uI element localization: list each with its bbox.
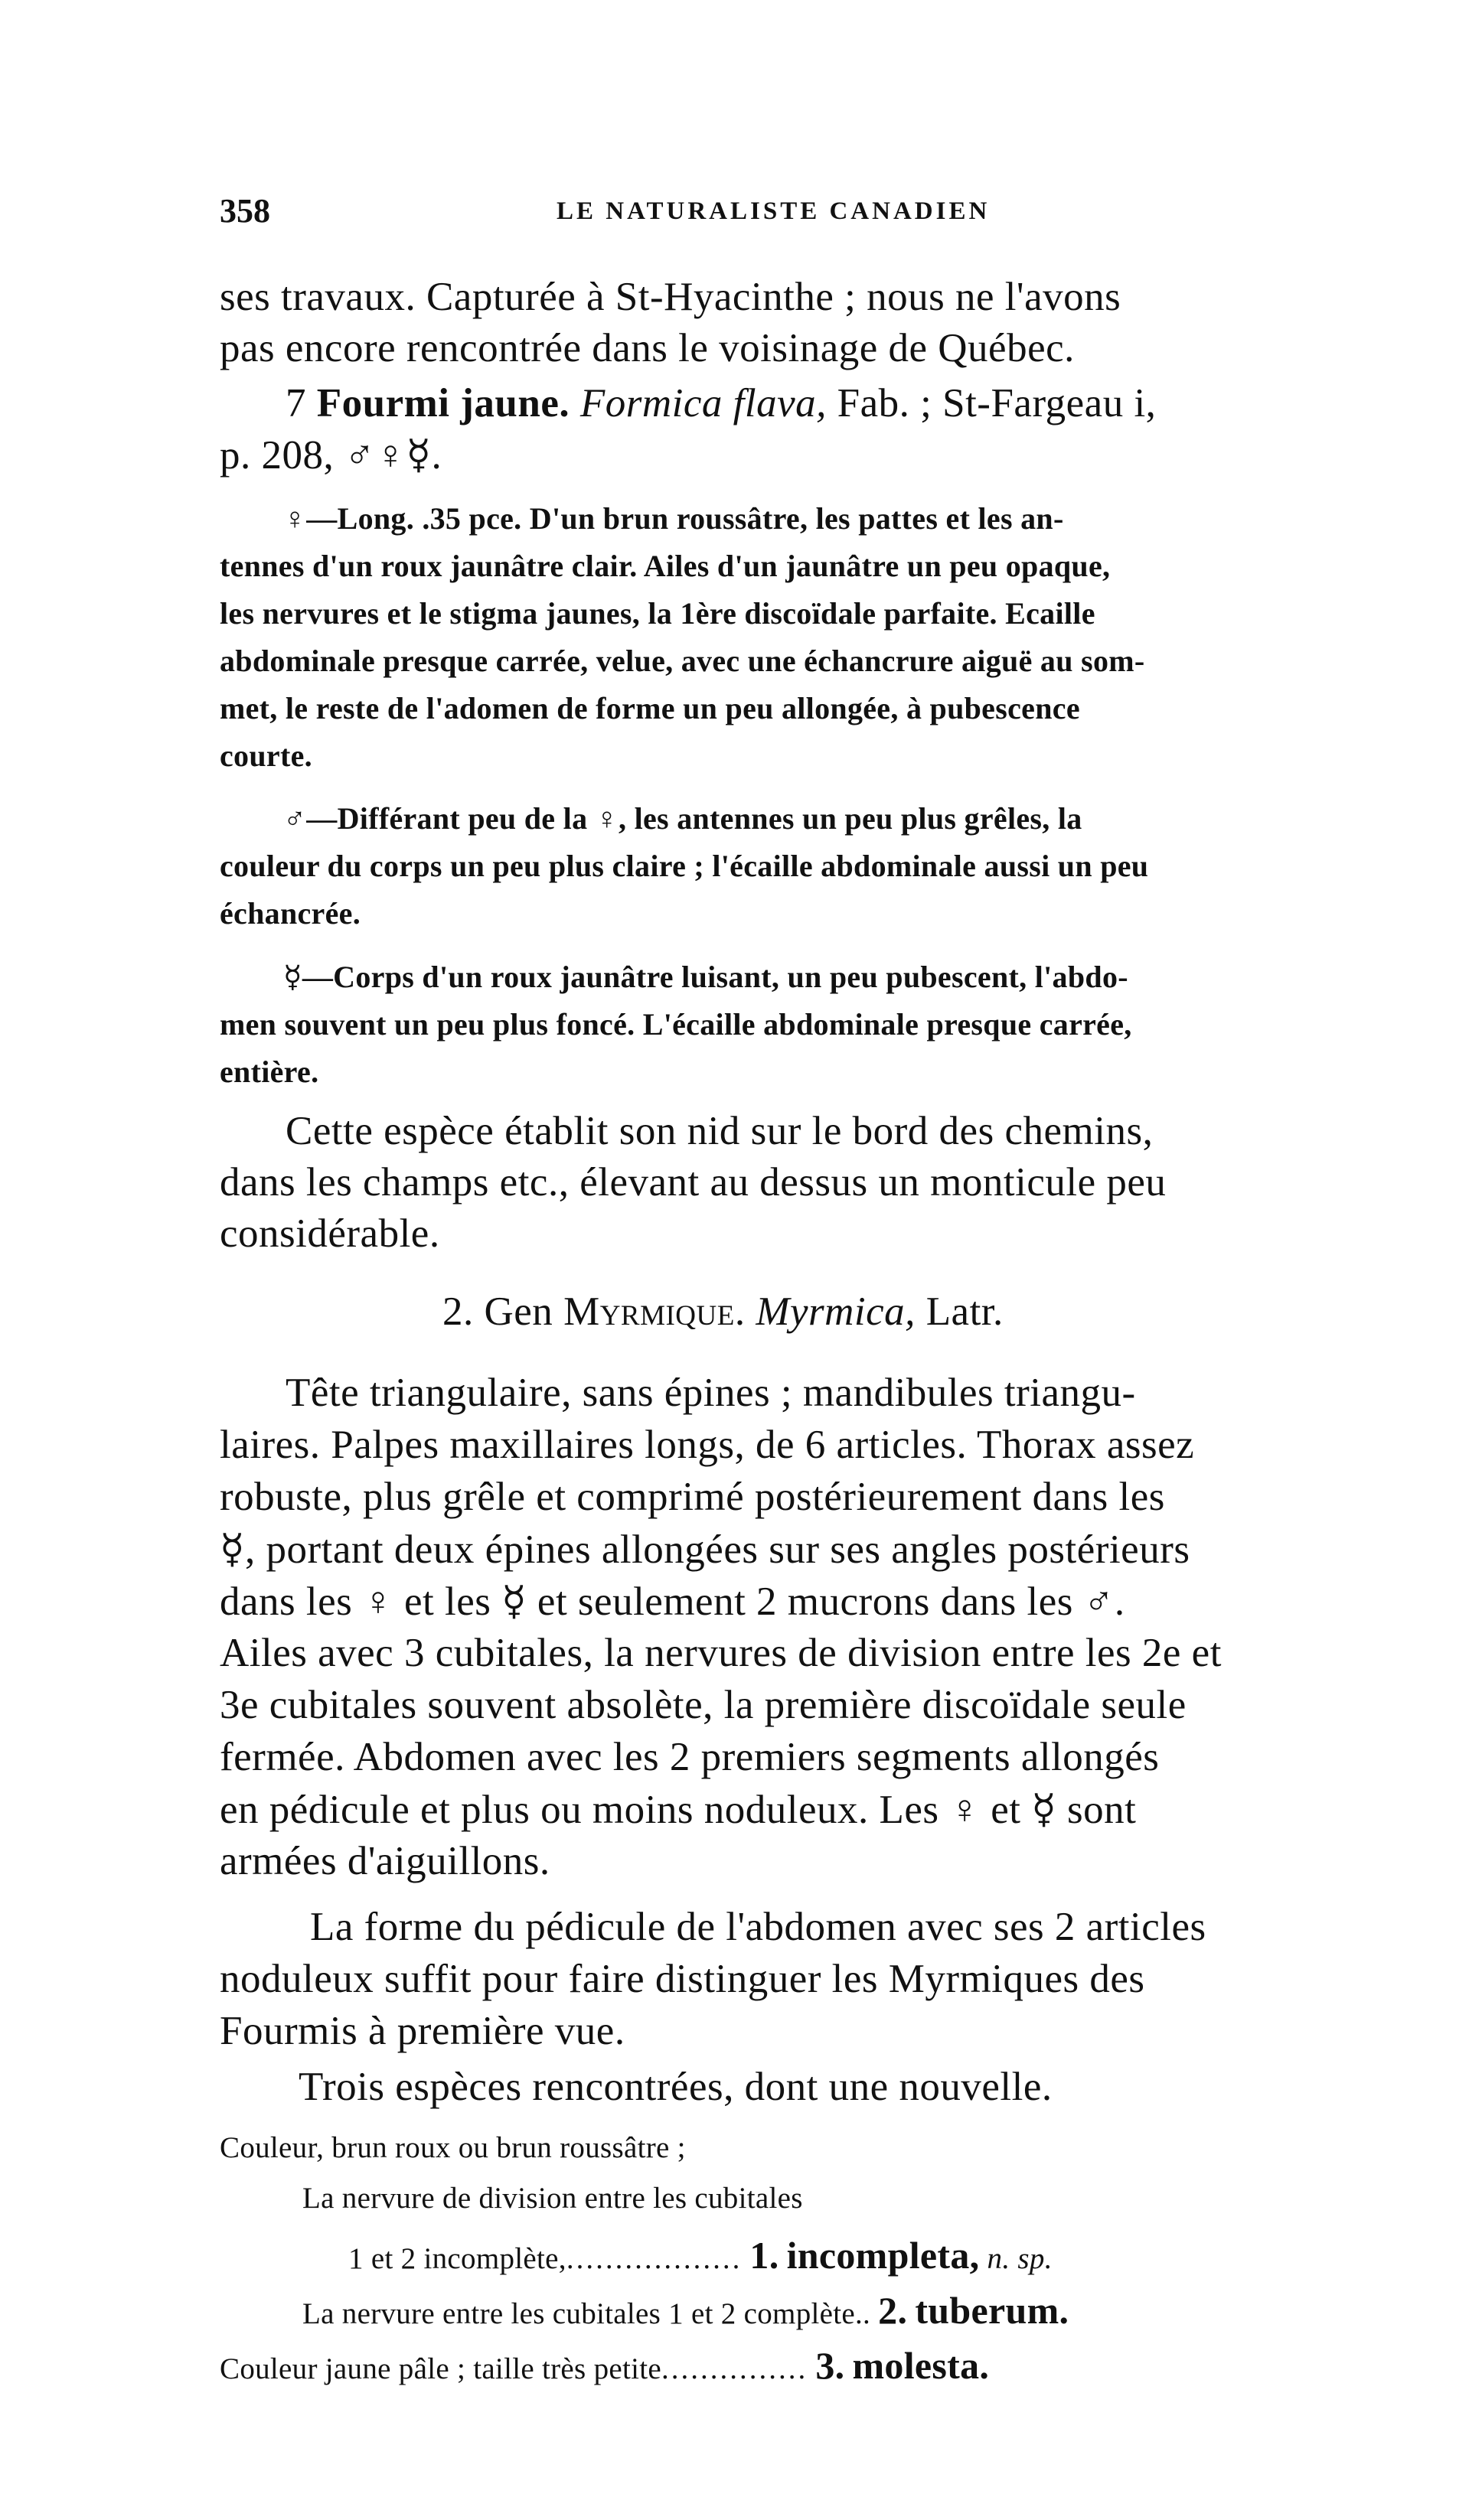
key-leader-dots: ...............: [661, 2352, 808, 2385]
body-line: 3e cubitales souvent absolète, la première discoïdale seule: [220, 1683, 1187, 1727]
species-latin-name: Formica flava,: [579, 381, 827, 425]
key-leader-dots: ..................: [566, 2242, 743, 2275]
species-number: 7: [286, 381, 306, 425]
body-line: ☿, portant deux épines allongées sur ses angles postérieurs: [220, 1527, 1190, 1572]
key-species-name: molesta.: [852, 2344, 990, 2387]
page-number: 358: [220, 192, 270, 230]
body-line: dans les ♀ et les ☿ et seulement 2 mucrons dans les ♂.: [220, 1579, 1125, 1624]
body-line: abdominale presque carrée, velue, avec une échancrure aiguë au som-: [220, 644, 1145, 678]
body-line: armées d'aiguillons.: [220, 1839, 550, 1883]
key-species-name: incompleta,: [786, 2234, 980, 2277]
body-line: ses travaux. Capturée à St-Hyacinthe ; nous ne l'avons: [220, 275, 1121, 319]
body-line: Tête triangulaire, sans épines ; mandibules triangu-: [286, 1371, 1136, 1415]
body-line: Ailes avec 3 cubitales, la nervures de division entre les 2e et: [220, 1631, 1222, 1675]
body-line: pas encore rencontrée dans le voisinage de Québec.: [220, 326, 1075, 370]
genus-heading: [442, 1289, 1004, 1335]
species-common-name: Fourmi jaune.: [316, 381, 570, 425]
body-line: met, le reste de l'adomen de forme un peu allongée, à pubescence: [220, 691, 1080, 725]
body-line: La forme du pédicule de l'abdomen avec ses 2 articles: [310, 1905, 1206, 1949]
key-entry-text: 1 et 2 incomplète,: [348, 2242, 566, 2275]
body-line: Cette espèce établit son nid sur le bord des chemins,: [286, 1109, 1154, 1153]
genus-authority: Latr.: [925, 1289, 1004, 1334]
body-line: ☿—Corps d'un roux jaunâtre luisant, un peu pubescent, l'abdo-: [283, 960, 1128, 994]
key-species-note: n. sp.: [987, 2242, 1053, 2275]
body-line: tennes d'un roux jaunâtre clair. Ailes d'un jaunâtre un peu opaque,: [220, 549, 1111, 583]
species-authority: Fab. ; St-Fargeau i,: [837, 381, 1157, 425]
body-line: ♀—Long. .35 pce. D'un brun roussâtre, les pattes et les an-: [283, 501, 1064, 536]
body-line: couleur du corps un peu plus claire ; l'écaille abdominale aussi un peu: [220, 849, 1149, 883]
body-line: courte.: [220, 738, 312, 773]
genus-prefix: 2. Gen: [442, 1289, 553, 1334]
body-line: fermée. Abdomen avec les 2 premiers segments allongés: [220, 1735, 1160, 1779]
key-entry-1: [348, 2233, 1053, 2277]
body-line: Trois espèces rencontrées, dont une nouvelle.: [299, 2065, 1053, 2109]
key-entry-text: Couleur jaune pâle ; taille très petite: [220, 2352, 661, 2385]
body-line: échancrée.: [220, 896, 361, 931]
body-line: Fourmis à première vue.: [220, 2009, 625, 2053]
key-species-name: tuberum.: [915, 2289, 1069, 2332]
key-entry-number: 1.: [749, 2234, 779, 2277]
body-line: ♂—Différant peu de la ♀, les antennes un peu plus grêles, la: [283, 801, 1082, 836]
key-entry-2: [302, 2288, 1069, 2333]
species-heading: [286, 380, 1156, 426]
body-line: en pédicule et plus ou moins noduleux. Les ♀ et ☿ sont: [220, 1788, 1137, 1832]
key-entry-text: La nervure entre les cubitales 1 et 2 complète..: [302, 2297, 871, 2330]
genus-latin-name: Myrmica,: [756, 1289, 916, 1334]
body-line: dans les champs etc., élevant au dessus un monticule peu: [220, 1160, 1167, 1205]
body-line: considérable.: [220, 1211, 440, 1256]
key-line: Couleur, brun roux ou brun roussâtre ;: [220, 2131, 686, 2164]
body-line: laires. Palpes maxillaires longs, de 6 articles. Thorax assez: [220, 1423, 1195, 1467]
running-title: LE NATURALISTE CANADIEN: [557, 197, 991, 225]
key-entry-3: [220, 2343, 989, 2388]
body-line: p. 208, ♂♀☿.: [220, 433, 442, 478]
key-line: La nervure de division entre les cubitales: [302, 2182, 803, 2215]
body-line: robuste, plus grêle et comprimé postérieurement dans les: [220, 1475, 1165, 1519]
page-header: [220, 191, 1414, 237]
body-line: men souvent un peu plus foncé. L'écaille abdominale presque carrée,: [220, 1007, 1132, 1042]
key-entry-number: 2.: [878, 2289, 908, 2332]
body-line: les nervures et le stigma jaunes, la 1ère discoïdale parfaite. Ecaille: [220, 596, 1095, 631]
body-line: noduleux suffit pour faire distinguer les Myrmiques des: [220, 1957, 1145, 2001]
body-line: entière.: [220, 1055, 319, 1089]
genus-name: Myrmique.: [563, 1289, 746, 1334]
key-entry-number: 3.: [815, 2344, 845, 2387]
